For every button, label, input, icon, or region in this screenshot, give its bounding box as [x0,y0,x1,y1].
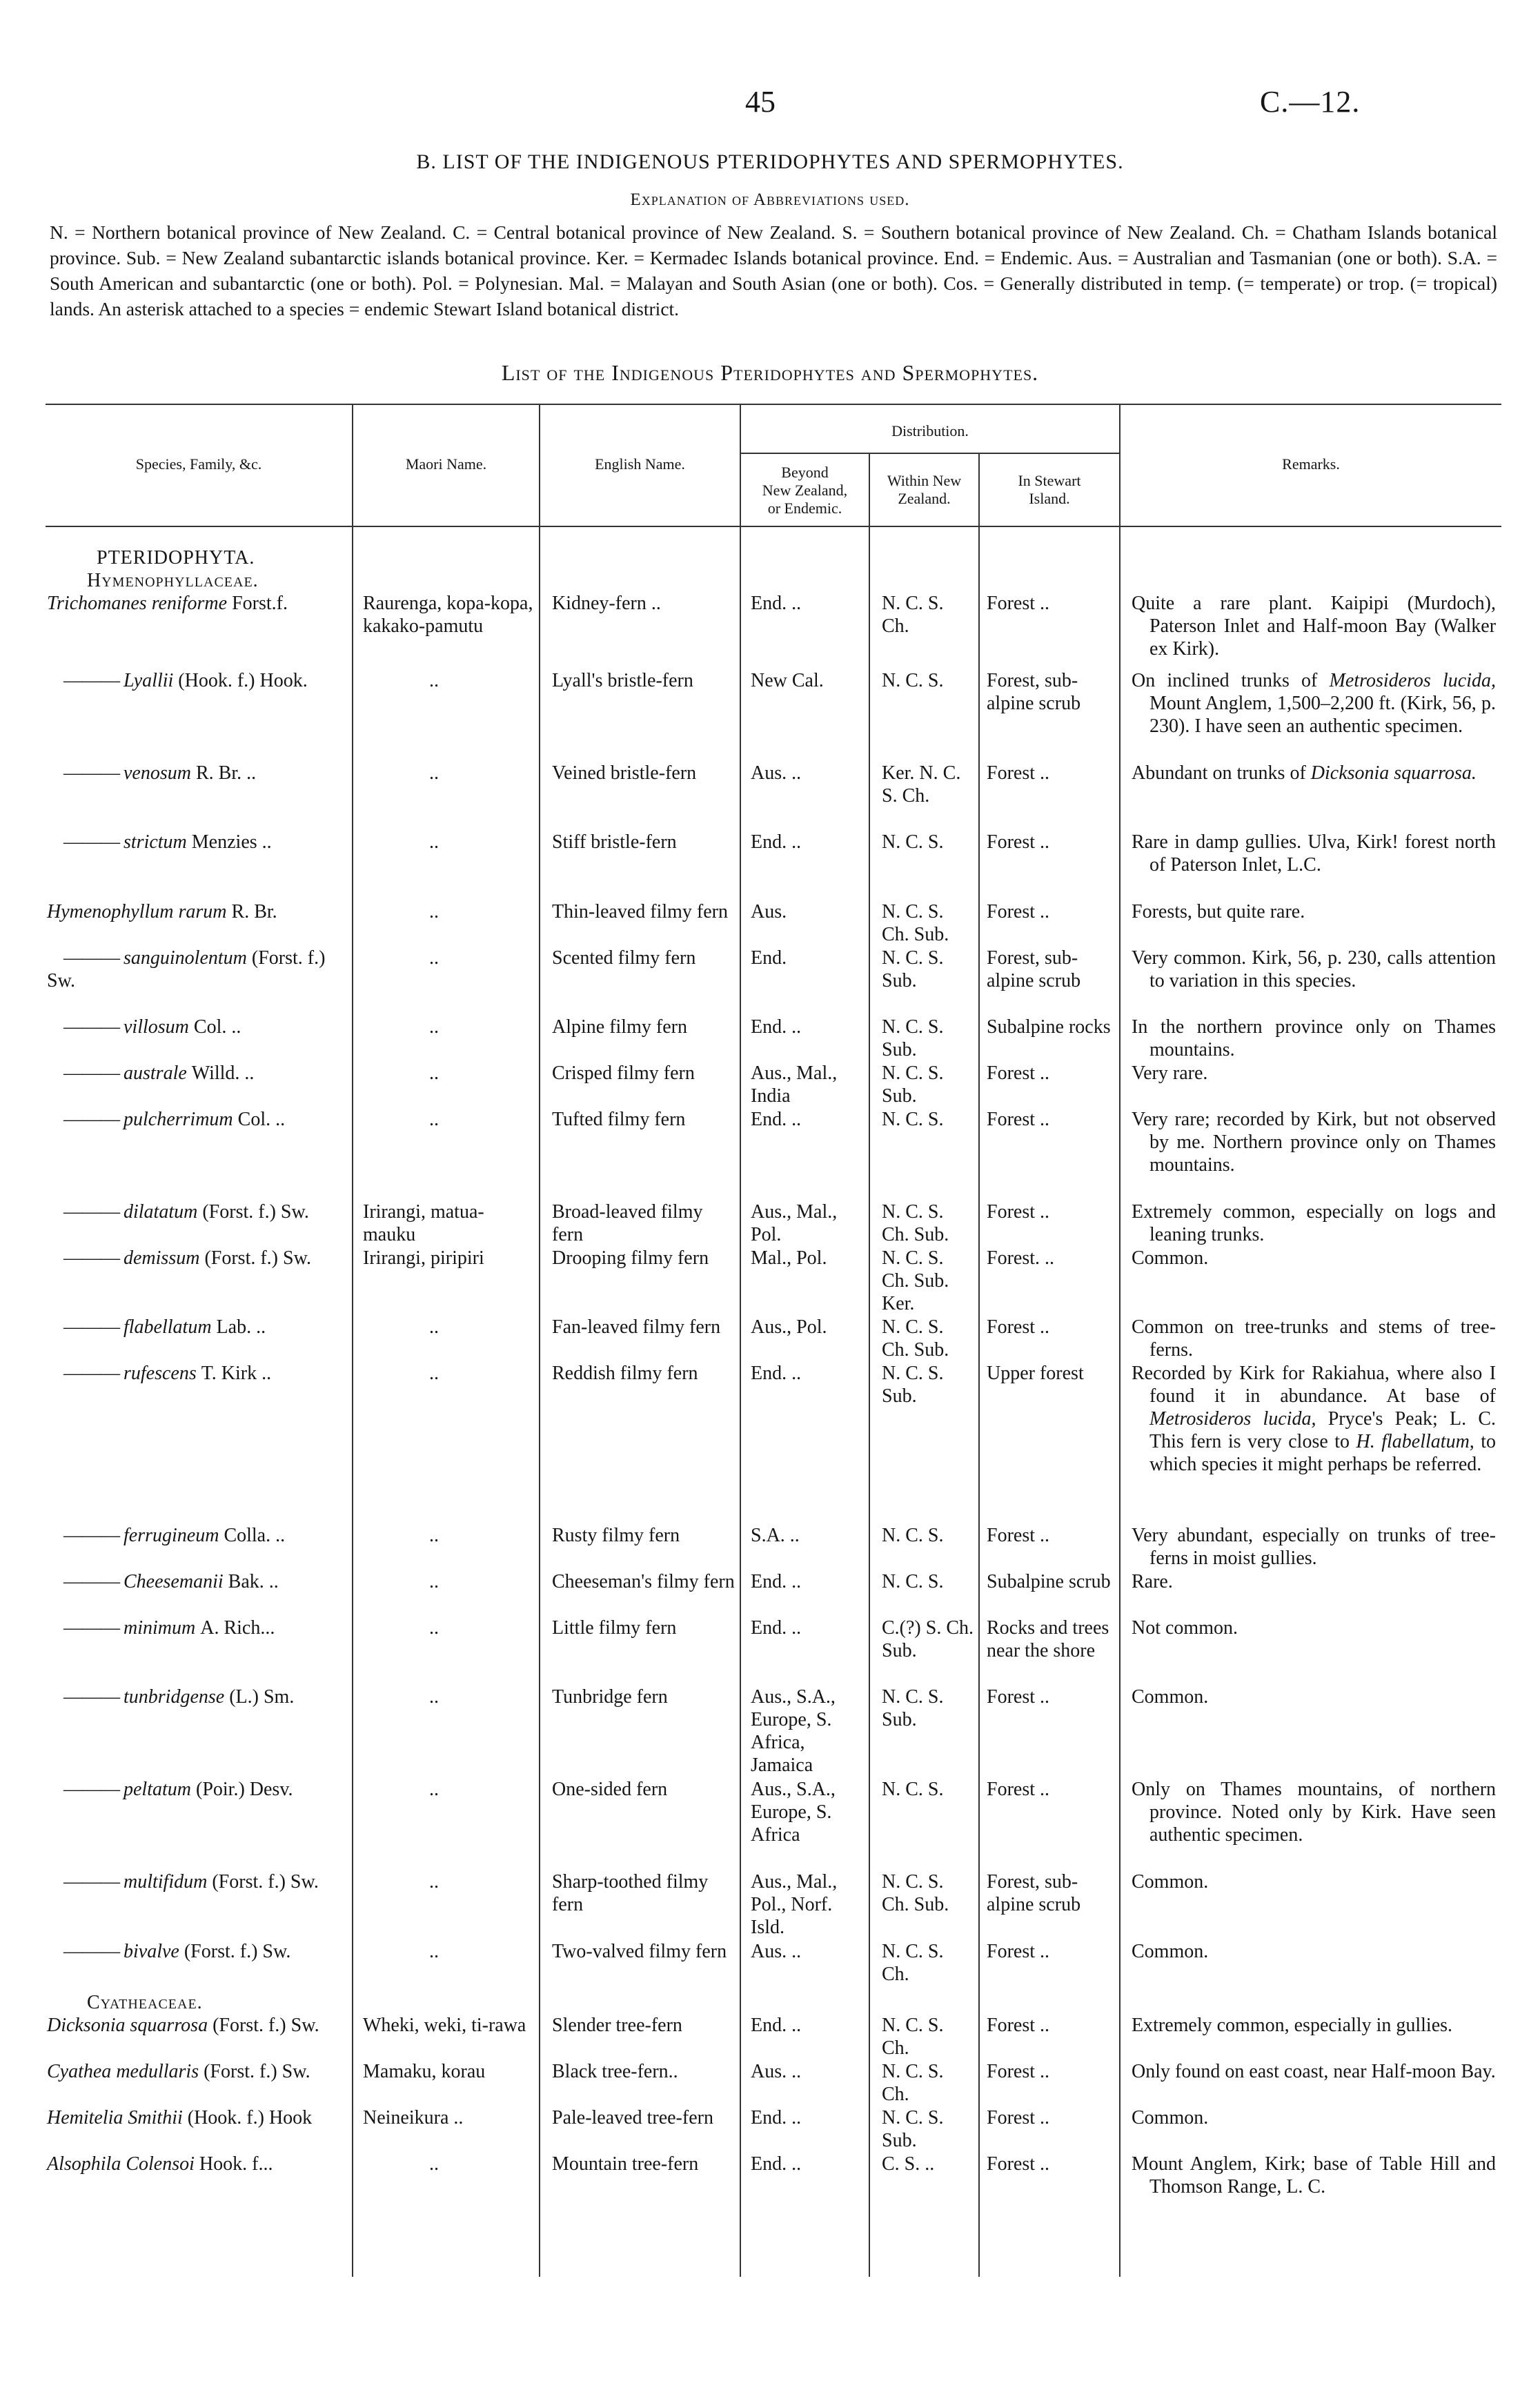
species-cell [47,2014,351,2037]
english-cell: Broad-leaved filmy fern [552,1201,703,1245]
ditto-dash: ——— [47,1316,124,1338]
within-cell: C.(?) S. Ch. Sub. [882,1617,974,1661]
remarks-cell: Very rare. [1132,1063,1208,1084]
within-cell: N. C. S. [882,670,944,691]
species-authority: Hook. f... [199,2153,273,2175]
species-authority: Willd. .. [191,1063,255,1084]
within-cell: N. C. S. Ch. Sub. [882,1201,949,1245]
genus-name: Cyathea [47,2061,117,2082]
within-cell: N. C. S. Ch. [882,2015,944,2059]
family-label: Cyatheaceae. [87,1992,203,2013]
family-label: Hymenophyllaceae. [87,570,259,591]
within-cell: N. C. S. Ch. Sub. [882,1316,949,1361]
species-cell [47,831,351,853]
remarks-cell: Common on tree-trunks and stems of tree-ferns. [1132,1316,1496,1361]
species-authority: (Hook. f.) Hook [187,2107,313,2128]
genus-name: Trichomanes [47,593,152,614]
beyond-cell: End. .. [751,2107,802,2128]
beyond-cell: Aus. .. [751,762,802,784]
stewart-cell: Forest .. [987,2015,1049,2036]
maori-cell: .. [429,1686,439,1708]
col-header-maori: Maori Name. [405,455,487,473]
maori-cell: .. [429,762,439,784]
species-cell [47,1016,351,1038]
species-epithet: sanguinolentum [124,947,252,969]
maori-cell: Irirangi, matua-mauku [363,1201,484,1245]
species-cell [47,1316,351,1338]
ditto-dash: ——— [47,1063,124,1084]
within-cell: N. C. S. Sub. [882,1686,944,1730]
within-cell: N. C. S. Ch. [882,593,944,637]
col-divider-1 [352,404,353,2277]
maori-cell: .. [429,1063,439,1084]
species-epithet: medullaris [116,2061,204,2082]
col-header-english: English Name. [595,455,685,473]
within-cell: Ker. N. C. S. Ch. [882,762,961,807]
species-authority: (Forst. f.) Sw. [212,1871,319,1893]
maori-cell: .. [429,901,439,922]
stewart-cell: Forest .. [987,762,1049,784]
remarks-cell: Forests, but quite rare. [1132,901,1305,922]
species-authority: Lab. .. [216,1316,266,1338]
species-authority: Menzies .. [191,831,272,853]
species-epithet: squarrosa [130,2015,213,2036]
species-epithet: pulcherrimum [124,1109,238,1130]
remarks-cell: Common. [1132,1686,1209,1708]
stewart-cell: Rocks and trees near the shore [987,1617,1109,1661]
genus-name: Hemitelia [47,2107,128,2128]
stewart-cell: Forest, sub-alpine scrub [987,947,1081,991]
english-cell: Drooping filmy fern [552,1247,709,1269]
ditto-dash: ——— [47,1016,124,1038]
beyond-cell: End. .. [751,1571,802,1592]
genus-name: Alsophila [47,2153,126,2175]
species-authority: R. Br. [231,901,277,922]
species-authority: Colla. .. [224,1525,286,1546]
beyond-cell: End. .. [751,1363,802,1384]
col-header-species: Species, Family, &c. [135,455,262,473]
stewart-cell: Subalpine rocks [987,1016,1111,1038]
stewart-cell: Forest, sub-alpine scrub [987,670,1081,714]
english-cell: Crisped filmy fern [552,1063,695,1084]
within-cell: N. C. S. [882,831,944,853]
species-epithet: rufescens [124,1363,201,1384]
ditto-dash: ——— [47,1617,124,1639]
species-authority: (Forst. f.) Sw. [204,2061,310,2082]
remarks-cell: Extremely common, especially in gullies. [1132,2015,1453,2036]
stewart-cell: Forest .. [987,1063,1049,1084]
page-number: 45 [745,85,776,119]
species-authority: (Forst. f.) Sw. [47,947,326,991]
within-cell: N. C. S. Ch. [882,1941,944,1985]
species-cell [47,1362,351,1385]
remarks-cell: Abundant on trunks of Dicksonia squarrosa. [1132,762,1477,784]
beyond-cell: Aus., S.A., Europe, S. Africa [751,1779,836,1846]
remarks-cell: Very common. Kirk, 56, p. 230, calls attention to variation in this species. [1132,947,1497,991]
within-cell: N. C. S. Sub. [882,947,944,991]
english-cell: Kidney-fern .. [552,593,661,614]
beyond-cell: End. .. [751,2015,802,2036]
remarks-cell: Not common. [1132,1617,1238,1639]
species-authority: T. Kirk .. [201,1363,272,1384]
remarks-cell: Only on Thames mountains, of northern province. Noted only by Kirk. Have seen authentic specimen. [1132,1779,1497,1846]
remarks-cell: Common. [1132,1941,1209,1962]
within-cell: N. C. S. Ch. Sub. [882,901,949,945]
beyond-cell: Aus. .. [751,1941,802,1962]
english-cell: Little filmy fern [552,1617,677,1639]
english-cell: Veined bristle-fern [552,762,697,784]
species-authority: Bak. .. [228,1571,279,1592]
within-cell: N. C. S. [882,1779,944,1800]
remarks-cell: In the northern province only on Thames mountains. [1132,1016,1497,1060]
species-cell [47,1870,351,1893]
maori-cell: .. [429,1109,439,1130]
beyond-cell: Aus. [751,901,787,922]
within-cell: N. C. S. [882,1571,944,1592]
species-authority: (Forst. f.) Sw. [184,1941,291,1962]
maori-cell: .. [429,1941,439,1962]
species-epithet: reniforme [151,593,233,614]
species-cell [47,669,351,692]
maori-cell: .. [429,1316,439,1338]
maori-cell: Wheki, weki, ti-rawa [363,2015,526,2036]
ditto-dash: ——— [47,1779,124,1800]
maori-cell: .. [429,2153,439,2175]
species-cell [47,1686,351,1708]
ditto-dash: ——— [47,670,124,691]
english-cell: Fan-leaved filmy fern [552,1316,721,1338]
within-cell: N. C. S. Sub. [882,1363,944,1407]
beyond-cell: End. .. [751,1617,802,1639]
species-epithet: tunbridgense [124,1686,230,1708]
within-cell: N. C. S. Ch. [882,2061,944,2105]
species-authority: (Forst. f.) Sw. [204,1247,311,1269]
beyond-cell: End. [751,947,787,969]
ditto-dash: ——— [47,1109,124,1130]
col-divider-3 [740,404,741,2277]
english-cell: Pale-leaved tree-fern [552,2107,713,2128]
english-cell: Reddish filmy fern [552,1363,698,1384]
english-cell: Rusty filmy fern [552,1525,680,1546]
english-cell: Stiff bristle-fern [552,831,677,853]
english-cell: Scented filmy fern [552,947,696,969]
genus-name: Hymenophyllum [47,901,179,922]
beyond-cell: End. .. [751,1016,802,1038]
remarks-cell: Common. [1132,2107,1209,2128]
species-cell [47,947,351,992]
remarks-cell: Rare in damp gullies. Ulva, Kirk! forest north of Paterson Inlet, L.C. [1132,831,1497,876]
species-cell [47,1108,351,1131]
col-header-stewart: In Stewart Island. [1018,472,1081,507]
species-cell [47,1524,351,1547]
species-authority: (Poir.) Desv. [196,1779,293,1800]
species-epithet: flabellatum [124,1316,217,1338]
stewart-cell: Forest .. [987,2061,1049,2082]
col-header-beyond: Beyond New Zealand, or Endemic. [762,464,848,517]
beyond-cell: End. .. [751,2153,802,2175]
within-cell: C. S. .. [882,2153,935,2175]
beyond-cell: Aus. .. [751,2061,802,2082]
col-divider-6 [1119,404,1121,2277]
english-cell: Tunbridge fern [552,1686,668,1708]
remarks-cell: Recorded by Kirk for Rakiahua, where also I found it in abundance. At base of Metrosideros lucida, Pryce's Peak; L. C. This fern is very close to H. flabellatum, to which species it might perhaps be referred. [1132,1363,1497,1475]
stewart-cell: Forest. .. [987,1247,1054,1269]
division-label: PTERIDOPHYTA. [97,547,255,569]
stewart-cell: Forest .. [987,1109,1049,1130]
remarks-cell: Common. [1132,1247,1209,1269]
stewart-cell: Upper forest [987,1363,1084,1384]
species-cell [47,1062,351,1085]
remarks-cell: Very rare; recorded by Kirk, but not observed by me. Northern province only on Thames mountains. [1132,1109,1497,1176]
species-authority: (Hook. f.) Hook. [178,670,308,691]
english-cell: Two-valved filmy fern [552,1941,727,1962]
ditto-dash: ——— [47,1363,124,1384]
species-authority: Col. .. [237,1109,286,1130]
col-divider-4 [869,453,870,2277]
species-epithet: villosum [124,1016,194,1038]
species-cell [47,900,351,923]
species-authority: (Forst. f.) Sw. [202,1201,309,1223]
list-title: List of the Indigenous Pteridophytes and Spermophytes. [501,360,1039,385]
document-reference: C.—12. [1260,85,1361,119]
english-cell: Slender tree-fern [552,2015,682,2036]
english-cell: Alpine filmy fern [552,1016,687,1038]
english-cell: Cheeseman's filmy fern [552,1571,735,1592]
remarks-cell: Very abundant, especially on trunks of tree-ferns in moist gullies. [1132,1525,1496,1569]
english-cell: Lyall's bristle-fern [552,670,693,691]
english-cell: One-sided fern [552,1779,668,1800]
species-epithet: ferrugineum [124,1525,224,1546]
beyond-cell: End. .. [751,831,802,853]
beyond-cell: New Cal. [751,670,824,691]
species-epithet: minimum [124,1617,201,1639]
species-authority: R. Br. .. [195,762,257,784]
species-epithet: peltatum [124,1779,196,1800]
species-cell [47,1247,351,1269]
stewart-cell: Subalpine scrub [987,1571,1111,1592]
beyond-cell: Aus., Mal., Pol. [751,1201,838,1245]
remarks-cell: Quite a rare plant. Kaipipi (Murdoch), Paterson Inlet and Half-moon Bay (Walker ex Kirk). [1132,593,1497,660]
species-epithet: dilatatum [124,1201,203,1223]
maori-cell: .. [429,1525,439,1546]
within-cell: N. C. S. Ch. Sub. [882,1871,949,1915]
species-epithet: strictum [124,831,192,853]
maori-cell: .. [429,947,439,969]
species-cell [47,1570,351,1593]
col-header-remarks: Remarks. [1282,455,1340,473]
col-header-distribution: Distribution. [891,422,969,439]
species-authority: Col. .. [193,1016,241,1038]
within-cell: N. C. S. [882,1525,944,1546]
english-cell: Mountain tree-fern [552,2153,699,2175]
stewart-cell: Forest .. [987,1686,1049,1708]
beyond-cell: Aus., Mal., Pol., Norf. Isld. [751,1871,838,1938]
remarks-cell: Only found on east coast, near Half-moon Bay. [1132,2061,1496,2082]
species-epithet: venosum [124,762,196,784]
species-epithet: australe [124,1063,192,1084]
species-epithet: rarum [178,901,232,922]
ditto-dash: ——— [47,1871,124,1893]
beyond-cell: Aus., Pol. [751,1316,827,1338]
english-cell: Thin-leaved filmy fern [552,901,729,922]
ditto-dash: ——— [47,1686,124,1708]
beyond-cell: Mal., Pol. [751,1247,827,1269]
genus-name: Dicksonia [47,2015,130,2036]
remarks-cell: Common. [1132,1871,1209,1893]
english-cell: Black tree-fern.. [552,2061,678,2082]
ditto-dash: ——— [47,1571,124,1592]
maori-cell: .. [429,1871,439,1893]
species-cell [47,1200,351,1223]
ditto-dash: ——— [47,1525,124,1546]
maori-cell: .. [429,1363,439,1384]
stewart-cell: Forest .. [987,1316,1049,1338]
species-authority: (L.) Sm. [229,1686,295,1708]
beyond-cell: S.A. .. [751,1525,800,1546]
species-cell [47,2106,351,2129]
species-cell [47,1617,351,1639]
stewart-cell: Forest .. [987,1525,1049,1546]
within-cell: N. C. S. Sub. [882,2107,944,2151]
species-epithet: Cheesemanii [124,1571,228,1592]
maori-cell: .. [429,1617,439,1639]
species-authority: (Forst. f.) Sw. [213,2015,319,2036]
species-cell [47,2153,351,2175]
remarks-cell: On inclined trunks of Metrosideros lucida, Mount Anglem, 1,500–2,200 ft. (Kirk, 56, p. 230). I have seen an authentic specimen. [1132,670,1497,737]
stewart-cell: Forest .. [987,2107,1049,2128]
remarks-cell: Mount Anglem, Kirk; base of Table Hill and Thomson Range, L. C. [1132,2153,1497,2197]
col-divider-5 [978,453,980,2277]
english-cell: Tufted filmy fern [552,1109,686,1130]
within-cell: N. C. S. Ch. Sub. Ker. [882,1247,949,1314]
stewart-cell: Forest .. [987,1779,1049,1800]
col-header-within: Within New Zealand. [887,472,962,507]
maori-cell: .. [429,670,439,691]
maori-cell: Neineikura .. [363,2107,464,2128]
within-cell: N. C. S. Sub. [882,1063,944,1107]
species-authority: A. Rich... [200,1617,275,1639]
section-title: B. LIST OF THE INDIGENOUS PTERIDOPHYTES AND SPERMOPHYTES. [416,150,1124,173]
english-cell: Sharp-toothed filmy fern [552,1871,709,1915]
maori-cell: .. [429,1016,439,1038]
table-header-rule [46,526,1501,527]
maori-cell: Raurenga, kopa-kopa, kakako-pamutu [363,593,533,637]
ditto-dash: ——— [47,1201,124,1223]
beyond-cell: End. .. [751,1109,802,1130]
maori-cell: Mamaku, korau [363,2061,486,2082]
explanation-heading: Explanation of Abbreviations used. [630,190,910,209]
stewart-cell: Forest, sub-alpine scrub [987,1871,1081,1915]
species-epithet: Colensoi [126,2153,199,2175]
species-epithet: bivalve [124,1941,184,1962]
explanation-text: N. = Northern botanical province of New Zealand. C. = Central botanical province of New Zealand. S. = Southern botanical province of New Zealand. Ch. = Chatham Islands botanical province. Sub. = New Zealand subantarctic islands botanical province. Ker. = Kermadec Islands botanical province. End. = Endemic. Aus. = Australian and Tasmanian (one or both). S.A. = South American and subantarctic (one or both). Pol. = Polynesian. Mal. = Malayan and South Asian (one or both). Cos. = Generally distributed in temp. (= temperate) or trop. (= tropical) lands. An asterisk attached to a species = endemic Stewart Island botanical district. [50,221,1497,319]
species-epithet: Smithii [128,2107,188,2128]
species-epithet: multifidum [124,1871,213,1893]
stewart-cell: Forest .. [987,1941,1049,1962]
maori-cell: .. [429,1571,439,1592]
within-cell: N. C. S. Sub. [882,1016,944,1060]
stewart-cell: Forest .. [987,1201,1049,1223]
ditto-dash: ——— [47,762,124,784]
maori-cell: .. [429,1779,439,1800]
distribution-subrule [740,453,1119,454]
beyond-cell: Aus., Mal., India [751,1063,838,1107]
species-cell [47,1940,351,1963]
species-authority: Forst.f. [232,593,288,614]
stewart-cell: Forest .. [987,2153,1049,2175]
beyond-cell: Aus., S.A., Europe, S. Africa, Jamaica [751,1686,836,1776]
beyond-cell: End. .. [751,593,802,614]
ditto-dash: ——— [47,1247,124,1269]
ditto-dash: ——— [47,831,124,853]
stewart-cell: Forest .. [987,593,1049,614]
species-cell [47,2060,351,2083]
table-top-rule [46,404,1501,405]
species-epithet: demissum [124,1247,205,1269]
species-cell [47,592,351,615]
stewart-cell: Forest .. [987,901,1049,922]
within-cell: N. C. S. [882,1109,944,1130]
remarks-cell: Extremely common, especially on logs and leaning trunks. [1132,1201,1496,1245]
maori-cell: .. [429,831,439,853]
species-cell [47,1778,351,1801]
maori-cell: Irirangi, piripiri [363,1247,484,1269]
remarks-cell: Rare. [1132,1571,1173,1592]
ditto-dash: ——— [47,947,124,969]
stewart-cell: Forest .. [987,831,1049,853]
species-epithet: Lyallii [124,670,179,691]
ditto-dash: ——— [47,1941,124,1962]
species-cell [47,762,351,784]
